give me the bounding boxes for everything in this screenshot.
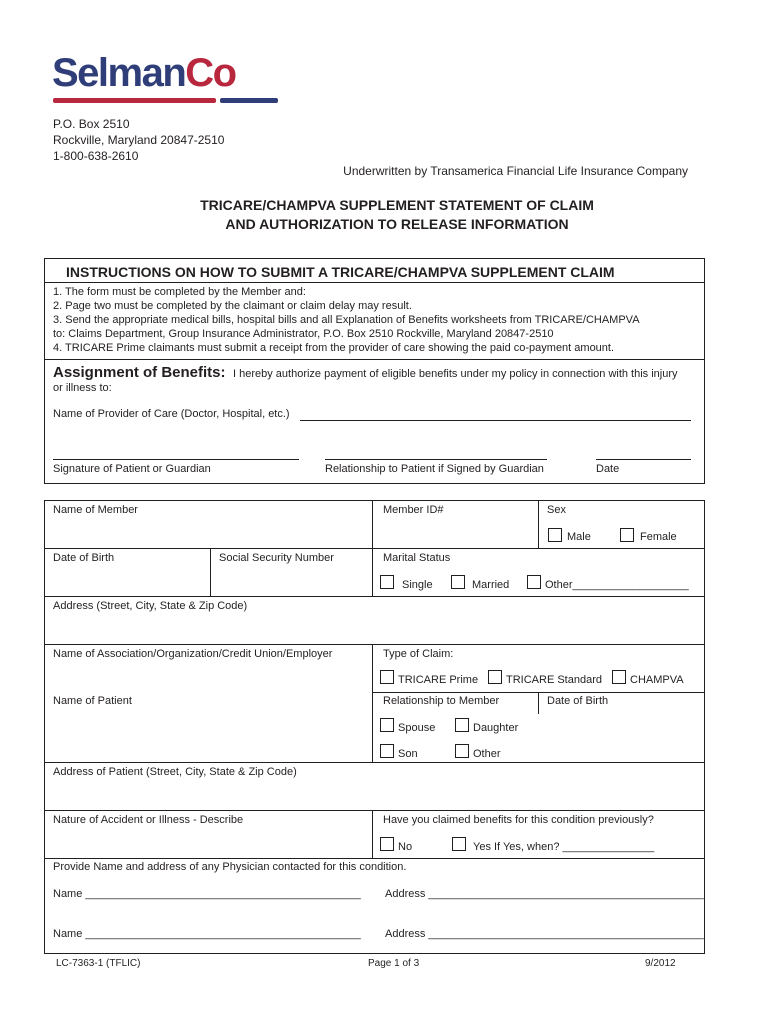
champva-label: CHAMPVA (630, 674, 684, 686)
instructions-divider (44, 282, 705, 283)
tricare-prime-checkbox[interactable] (380, 670, 394, 684)
daughter-checkbox[interactable] (455, 718, 469, 732)
yes-checkbox[interactable] (452, 837, 466, 851)
no-label: No (398, 841, 413, 853)
logo-co-text: Co (185, 51, 236, 95)
physician-address-1[interactable]: Address _____________________________________________ (385, 888, 704, 900)
form-number: LC-7363-1 (TFLIC) (56, 958, 141, 969)
instruction-item-4: 4. TRICARE Prime claimants must submit a receipt from the provider of care showing the paid co-payment amount. (53, 342, 615, 354)
date-label: Date (596, 463, 620, 475)
patient-dob-label: Date of Birth (547, 695, 609, 707)
male-label: Male (567, 531, 591, 543)
married-checkbox[interactable] (451, 575, 465, 589)
patient-address-label: Address of Patient (Street, City, State & Zip Code) (53, 766, 297, 778)
no-checkbox[interactable] (380, 837, 394, 851)
date-of-birth-label: Date of Birth (53, 552, 115, 564)
assignment-text-cont: or illness to: (53, 382, 112, 394)
claimed-before-label: Have you claimed benefits for this condition previously? (383, 814, 654, 826)
female-checkbox[interactable] (620, 528, 634, 542)
signature-field[interactable] (53, 459, 299, 460)
son-label: Son (398, 748, 418, 760)
grid-vline-mid-3 (372, 810, 373, 858)
other-marital-checkbox[interactable] (527, 575, 541, 589)
daughter-label: Daughter (473, 722, 519, 734)
instruction-item-1: 1. The form must be completed by the Member and: (53, 286, 306, 298)
spouse-label: Spouse (398, 722, 436, 734)
other-marital-label: Other___________________ (545, 579, 689, 591)
name-of-member-label: Name of Member (53, 504, 138, 516)
instruction-item-2: 2. Page two must be completed by the claimant or claim delay may result. (53, 300, 412, 312)
assignment-text: I hereby authorize payment of eligible benefits under my policy in connection with this injury (233, 368, 678, 380)
grid-hline-2 (44, 596, 705, 597)
date-field[interactable] (596, 459, 691, 460)
name-of-patient-label: Name of Patient (53, 695, 132, 707)
sex-label: Sex (547, 504, 566, 516)
son-checkbox[interactable] (380, 744, 394, 758)
marital-status-label: Marital Status (383, 552, 451, 564)
tricare-standard-checkbox[interactable] (488, 670, 502, 684)
logo-underline-blue (220, 98, 278, 103)
other-relationship-label: Other (473, 748, 501, 760)
selmanco-logo (52, 50, 236, 96)
address-line-2: Rockville, Maryland 20847-2510 (53, 133, 225, 147)
form-title-line-2: AND AUTHORIZATION TO RELEASE INFORMATION (225, 216, 569, 232)
single-checkbox[interactable] (380, 575, 394, 589)
member-id-label: Member ID# (383, 504, 444, 516)
champva-checkbox[interactable] (612, 670, 626, 684)
grid-hline-3 (44, 644, 705, 645)
grid-hline-5 (44, 762, 705, 763)
assignment-heading: Assignment of Benefits: (53, 364, 226, 381)
spouse-checkbox[interactable] (380, 718, 394, 732)
married-label: Married (472, 579, 510, 591)
yes-label: Yes If Yes, when? _______________ (473, 841, 655, 853)
relationship-label: Relationship to Patient if Signed by Guardian (325, 463, 544, 475)
logo-selman-text: Selman (52, 51, 186, 95)
provider-field[interactable] (300, 420, 691, 421)
association-label: Name of Association/Organization/Credit Union/Employer (53, 648, 333, 660)
nature-label: Nature of Accident or Illness - Describe (53, 814, 244, 826)
form-title-line-1: TRICARE/CHAMPVA SUPPLEMENT STATEMENT OF CLAIM (200, 197, 594, 213)
single-label: Single (402, 579, 433, 591)
assignment-divider (44, 359, 705, 360)
female-label: Female (640, 531, 677, 543)
grid-vline-pdob (538, 692, 539, 714)
relationship-field[interactable] (325, 459, 547, 460)
instructions-heading: INSTRUCTIONS ON HOW TO SUBMIT A TRICARE/CHAMPVA SUPPLEMENT CLAIM (66, 264, 615, 280)
tricare-standard-label: TRICARE Standard (506, 674, 602, 686)
grid-hline-1 (44, 548, 705, 549)
instruction-item-3: 3. Send the appropriate medical bills, hospital bills and all Explanation of Benefits worksheets from TRICARE/CHAMPVA (53, 314, 640, 326)
grid-vline-mid-2 (372, 644, 373, 762)
relationship-to-member-label: Relationship to Member (383, 695, 500, 707)
logo-underline-red (53, 98, 216, 103)
underwriter-text: Underwritten by Transamerica Financial Life Insurance Company (343, 164, 688, 178)
form-date: 9/2012 (645, 958, 676, 969)
address-label: Address (Street, City, State & Zip Code) (53, 600, 248, 612)
grid-vline-ssn (210, 548, 211, 596)
grid-vline-sex (538, 500, 539, 548)
physician-name-2[interactable]: Name _____________________________________________ (53, 928, 361, 940)
type-of-claim-label: Type of Claim: (383, 648, 454, 660)
physician-address-2[interactable]: Address _____________________________________________ (385, 928, 704, 940)
tricare-prime-label: TRICARE Prime (398, 674, 479, 686)
address-line-1: P.O. Box 2510 (53, 117, 130, 131)
grid-hline-6 (44, 810, 705, 811)
instruction-item-3b: to: Claims Department, Group Insurance Administrator, P.O. Box 2510 Rockville, Maryland 20847-2510 (53, 328, 554, 340)
ssn-label: Social Security Number (219, 552, 334, 564)
male-checkbox[interactable] (548, 528, 562, 542)
address-phone: 1-800-638-2610 (53, 149, 139, 163)
grid-hline-7 (44, 858, 705, 859)
other-relationship-checkbox[interactable] (455, 744, 469, 758)
page-number: Page 1 of 3 (368, 958, 420, 969)
member-form-box (44, 500, 705, 954)
provider-label: Name of Provider of Care (Doctor, Hospital, etc.) (53, 408, 290, 420)
signature-label: Signature of Patient or Guardian (53, 463, 211, 475)
physician-prompt: Provide Name and address of any Physician contacted for this condition. (53, 861, 407, 873)
physician-name-1[interactable]: Name _____________________________________________ (53, 888, 361, 900)
